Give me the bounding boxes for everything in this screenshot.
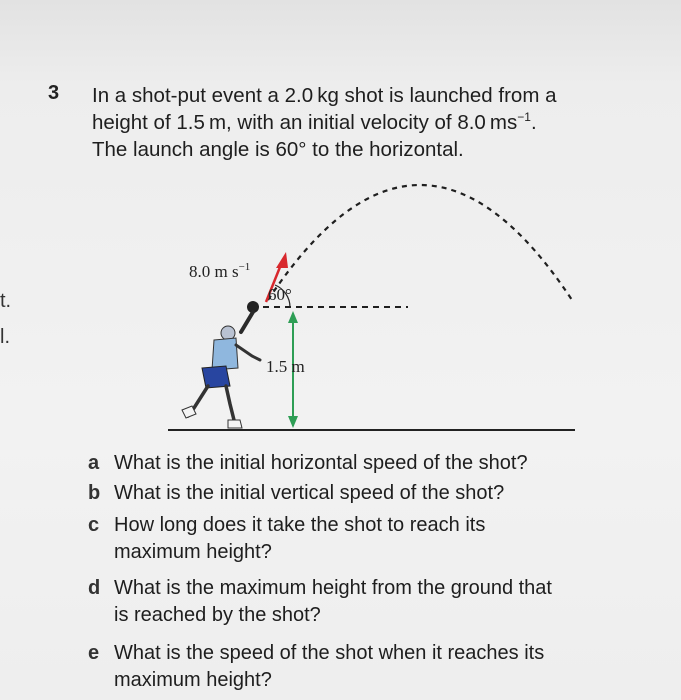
subquestion-letter: c bbox=[88, 514, 100, 536]
subquestion-letter: a bbox=[88, 452, 100, 474]
subquestion-text: maximum height? bbox=[114, 541, 272, 563]
subquestion-text: What is the initial horizontal speed of the shot? bbox=[114, 452, 528, 474]
height-label: 1.5 m bbox=[266, 357, 305, 376]
subquestion-text: What is the maximum height from the ground that bbox=[114, 577, 552, 599]
subquestion-letter: b bbox=[88, 482, 101, 504]
subquestion-b bbox=[88, 480, 658, 507]
stem-line-period: . bbox=[530, 111, 537, 134]
stem-line-text: height of 1.5 m, with an initial velocity of 8.0 ms bbox=[92, 111, 518, 134]
margin-text-fragment: t. bbox=[0, 290, 12, 312]
trajectory-dashed-path bbox=[268, 185, 572, 300]
subquestion-text: How long does it take the shot to reach its bbox=[114, 514, 486, 536]
subquestion-a bbox=[88, 450, 658, 477]
subquestion-letter: d bbox=[88, 577, 101, 599]
subquestion-e bbox=[88, 640, 658, 694]
subquestion-d bbox=[88, 575, 658, 629]
velocity-exponent: −1 bbox=[238, 261, 251, 273]
margin-text-fragment: l. bbox=[0, 326, 10, 348]
athlete-figure bbox=[182, 301, 260, 428]
unit-exponent: −1 bbox=[517, 110, 531, 124]
subquestion-text: What is the speed of the shot when it reaches its bbox=[114, 642, 545, 664]
velocity-label: 8.0 m $s^{-1}$ bbox=[189, 261, 251, 281]
angle-label: 60° bbox=[268, 285, 292, 304]
stem-line: The launch angle is 60° to the horizontal. bbox=[92, 138, 464, 161]
subquestion-text: maximum height? bbox=[114, 669, 272, 691]
subquestion-c bbox=[88, 512, 658, 566]
subquestion-text: is reached by the shot? bbox=[114, 604, 321, 626]
stem-line: In a shot-put event a 2.0 kg shot is launched from a bbox=[92, 84, 557, 107]
subquestion-text: What is the initial vertical speed of the shot? bbox=[114, 482, 505, 504]
question-number: 3 bbox=[48, 82, 60, 104]
subquestion-letter: e bbox=[88, 642, 100, 664]
